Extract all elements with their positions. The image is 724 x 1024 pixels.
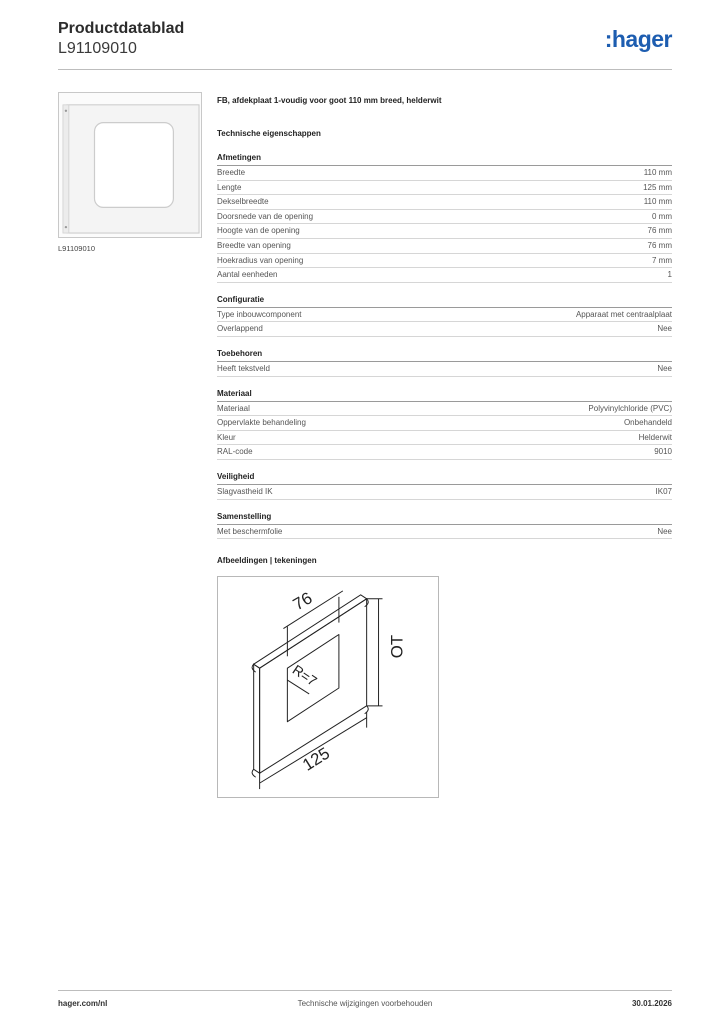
technical-drawing [217,576,439,798]
spec-row [217,239,672,254]
cover-plate-icon [59,93,201,237]
spec-label: Lengte [217,182,242,192]
spec-section [217,472,672,500]
technical-heading: Technische eigenschappen [217,129,321,138]
spec-row [217,166,672,181]
spec-label: Doorsnede van de opening [217,211,314,221]
spec-value: Polyvinylchloride (PVC) [588,403,672,413]
spec-value: Apparaat met centraalplaat [575,309,672,319]
product-content [217,96,672,539]
spec-label: Type inbouwcomponent [217,309,302,319]
spec-value: 125 mm [643,182,672,192]
figures-heading: Afbeeldingen | tekeningen [217,556,317,565]
image-caption: L91109010 [58,244,95,253]
spec-section [217,389,672,460]
spec-label: Breedte van opening [217,240,291,250]
dimension-radius-label: R=7 [289,661,321,690]
spec-row [217,431,672,446]
footer-website-link[interactable]: hager.com/nl [58,999,108,1008]
spec-value: 9010 [654,447,672,457]
footer-date: 30.01.2026 [631,999,672,1008]
footer-note: Technische wijzigingen voorbehouden [297,999,433,1008]
spec-value: IK07 [655,486,672,496]
page-footer [58,990,672,1014]
section-title: Materiaal [217,389,672,402]
spec-row [217,268,672,283]
spec-label: Overlappend [217,324,263,334]
spec-section [217,295,672,337]
spec-section [217,512,672,540]
section-title: Samenstelling [217,512,672,525]
spec-value: 76 mm [647,226,672,236]
spec-row [217,445,672,460]
spec-value: Helderwit [638,432,672,442]
specification-sections [217,153,672,539]
spec-value: 7 mm [652,255,672,265]
spec-value: 110 mm [643,197,672,207]
dimension-width-label: 76 [289,588,316,615]
spec-value: 0 mm [652,211,672,221]
section-title: Configuratie [217,295,672,308]
document-number: L91109010 [58,40,137,57]
spec-label: Hoekradius van opening [217,255,304,265]
spec-label: Breedte [217,168,246,177]
section-title: Veiligheid [217,472,672,485]
spec-row [217,362,672,377]
spec-label: Heeft tekstveld [217,363,270,373]
spec-value: 76 mm [647,240,672,250]
spec-value: 1 [667,270,672,280]
spec-label: Kleur [217,432,236,442]
spec-label: Slagvastheid IK [217,486,273,496]
spec-row [217,485,672,500]
spec-label: Oppervlakte behandeling [217,418,306,428]
spec-row [217,402,672,417]
spec-row [217,308,672,323]
spec-section [217,153,672,283]
page-header [58,20,672,70]
spec-label: RAL-code [217,447,253,457]
spec-row [217,195,672,210]
spec-label: Dekselbreedte [217,197,269,207]
spec-value: Nee [657,363,672,373]
spec-section [217,349,672,377]
dimension-height-label: OT [387,634,407,659]
spec-label: Materiaal [217,403,250,413]
spec-value: Nee [657,324,672,334]
dimension-length-label: 125 [299,743,334,775]
spec-row [217,322,672,337]
spec-row [217,210,672,225]
hager-logo: :hager [604,26,672,52]
document-title: Productdatablad [58,20,185,37]
spec-row [217,254,672,269]
spec-label: Aantal eenheden [217,270,278,280]
spec-row [217,181,672,196]
product-image [58,92,202,238]
spec-value: 110 mm [643,168,672,177]
spec-row [217,525,672,540]
product-description: FB, afdekplaat 1-voudig voor goot 110 mm breed, helderwit [217,96,442,105]
section-title: Afmetingen [217,153,672,166]
spec-value: Nee [657,526,672,536]
spec-row [217,224,672,239]
spec-row [217,416,672,431]
spec-value: Onbehandeld [623,418,672,428]
section-title: Toebehoren [217,349,672,362]
spec-label: Met beschermfolie [217,526,283,536]
spec-label: Hoogte van de opening [217,226,300,236]
